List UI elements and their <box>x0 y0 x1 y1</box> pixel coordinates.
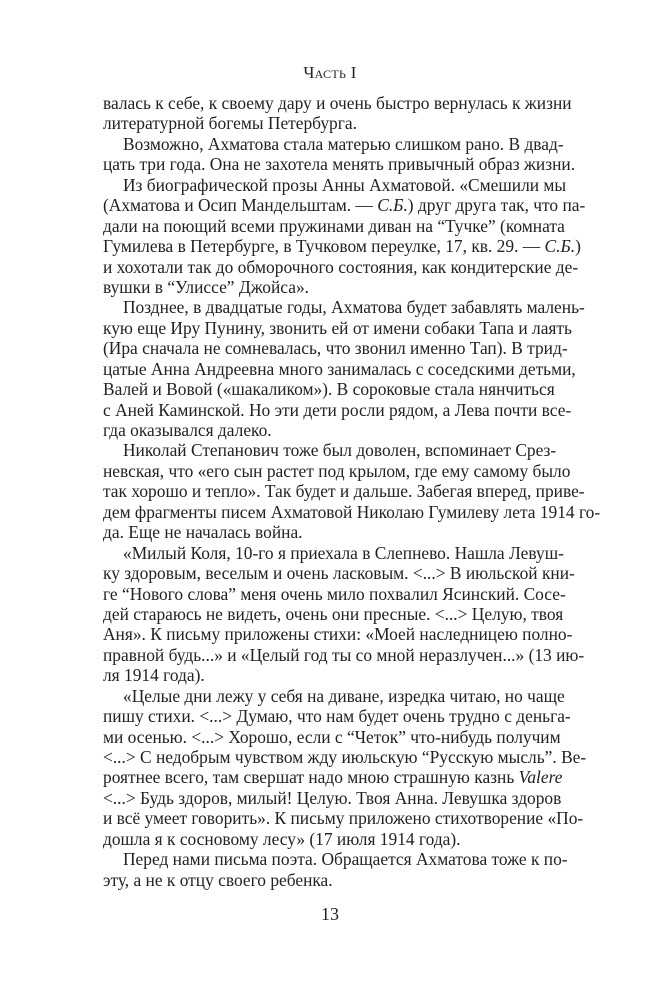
text-line <box>103 726 561 747</box>
text-segment: (Ахматова и Осип Мандельштам. — <box>103 195 378 216</box>
text-segment: гда оказывался далеко. <box>103 420 272 440</box>
text-segment: ) друг друга так, что па- <box>407 195 586 216</box>
text-line <box>103 399 572 420</box>
text-segment: правной будь...» и «Целый год ты со мной неразлучен...» (13 ию- <box>103 644 585 665</box>
text-segment: «Целые дни лежу у себя на диване, изредка читаю, но чаще <box>123 685 565 706</box>
text-line <box>103 236 581 257</box>
text-line <box>103 113 554 133</box>
text-line <box>103 317 572 338</box>
text-line <box>103 133 564 154</box>
text-segment: невская, что «его сын растет под крылом, где ему самому было <box>103 460 571 481</box>
text-line <box>103 297 585 318</box>
text-segment: Возможно, Ахматова стала матерью слишком рано. В двад- <box>123 133 564 154</box>
text-line <box>103 338 568 359</box>
text-segment: да. Еще не началась война. <box>103 522 303 543</box>
text-segment: Позднее, в двадцатые годы, Ахматова будет забавлять малень- <box>123 297 585 318</box>
text-segment: эту, а не к отцу своего ребенка. <box>103 869 333 890</box>
text-line <box>103 501 601 522</box>
text-line <box>103 215 565 236</box>
text-line <box>103 522 554 542</box>
text-segment: литературной богемы Петербурга. <box>103 113 357 134</box>
text-segment: Николай Степанович тоже был доволен, вспоминает Срез- <box>123 440 557 461</box>
text-line <box>103 603 564 624</box>
text-segment: дошла я к сосновому лесу» (17 июля 1914 года). <box>103 828 461 849</box>
text-line <box>103 829 554 849</box>
text-line <box>103 481 585 502</box>
page-number: 13 <box>321 904 339 924</box>
text-segment: ) <box>575 236 581 257</box>
text-line <box>103 644 585 665</box>
text-line <box>103 195 586 216</box>
text-line <box>103 624 573 645</box>
text-line <box>103 583 566 604</box>
text-line <box>103 93 572 113</box>
text-line <box>103 256 579 277</box>
text-line <box>103 767 563 788</box>
text-segment: цатые Анна Андреевна много занималась с соседскими детьми, <box>103 358 576 379</box>
text-line <box>103 849 568 870</box>
text-segment: и всё умеет говорить». К письму приложено стихотворение «По- <box>103 808 584 829</box>
text-segment: дем фрагменты писем Ахматовой Николаю Гумилеву лета 1914 го- <box>103 501 601 522</box>
text-segment: <...> Будь здоров, милый! Целую. Твоя Анна. Левушка здоров <box>103 787 562 808</box>
text-line <box>103 154 576 175</box>
text-line <box>103 358 576 379</box>
text-line <box>103 563 575 584</box>
text-segment: цать три года. Она не захотела менять привычный образ жизни. <box>103 154 576 175</box>
text-segment: пишу стихи. <...> Думаю, что нам будет очень трудно с деньга- <box>103 706 571 727</box>
text-segment: «Милый Коля, 10-го я приехала в Слепнево. Нашла Левуш- <box>123 542 564 563</box>
text-segment: ку здоровым, веселым и очень ласковым. <...> В июльской кни- <box>103 563 575 584</box>
text-segment: ге “Нового слова” меня очень мило похвалил Ясинский. Сосе- <box>103 583 566 604</box>
italic-text: С.Б. <box>377 195 408 216</box>
text-line <box>103 174 567 195</box>
body-text <box>103 93 601 890</box>
text-line <box>103 747 587 767</box>
text-line <box>103 277 554 297</box>
running-header: Часть I <box>303 63 357 82</box>
text-segment: Перед нами письма поэта. Обращается Ахматова тоже к по- <box>123 849 568 870</box>
text-segment: ля 1914 года). <box>103 665 205 686</box>
text-segment: так хорошо и тепло». Так будет и дальше. Забегая вперед, приве- <box>103 481 585 502</box>
text-segment: ми осенью. <...> Хорошо, если с “Четок” что-нибудь получим <box>103 726 561 747</box>
text-line <box>103 420 554 440</box>
text-line <box>103 379 554 399</box>
italic-text: С.Б. <box>544 236 576 257</box>
text-segment: и хохотали так до обморочного состояния, как кондитерские де- <box>103 256 579 277</box>
text-segment: дали на поющий всеми пружинами диван на “Тучке” (комната <box>103 215 565 236</box>
text-line <box>103 460 571 481</box>
text-segment: с Аней Каминской. Но эти дети росли рядом, а Лева почти все- <box>103 399 572 420</box>
text-line <box>103 542 564 563</box>
text-segment: Из биографической прозы Анны Ахматовой. «Смешили мы <box>123 174 567 195</box>
text-segment: Валей и Вовой («шакаликом»). В сороковые стала нянчиться <box>103 379 555 400</box>
text-segment: валась к себе, к своему дару и очень быстро вернулась к жизни <box>103 93 572 113</box>
text-segment: (Ира сначала не сомневалась, что звонил именно Тап). В трид- <box>103 338 568 359</box>
text-line <box>103 665 554 685</box>
text-line <box>103 685 565 706</box>
text-segment: Аня». К письму приложены стихи: «Моей наследницею полно- <box>103 624 573 645</box>
text-line <box>103 870 554 890</box>
text-line <box>103 706 571 727</box>
text-segment: роятнее всего, там свершат надо мною страшную казнь <box>103 767 519 788</box>
text-segment: кую еще Иру Пунину, звонить ей от имени собаки Тапа и лаять <box>103 317 572 338</box>
text-segment: дей стараюсь не видеть, очень они пресные. <...> Целую, твоя <box>103 603 564 624</box>
text-segment: Гумилева в Петербурге, в Тучковом переулке, 17, кв. 29. — <box>103 236 545 257</box>
text-line <box>103 808 584 829</box>
text-line <box>103 440 557 461</box>
italic-text: Valere <box>518 767 563 788</box>
text-segment: вушки в “Улиссе” Джойса». <box>103 276 309 297</box>
text-segment: <...> С недобрым чувством жду июльскую “Русскую мысль”. Ве- <box>103 747 587 767</box>
text-line <box>103 787 562 808</box>
